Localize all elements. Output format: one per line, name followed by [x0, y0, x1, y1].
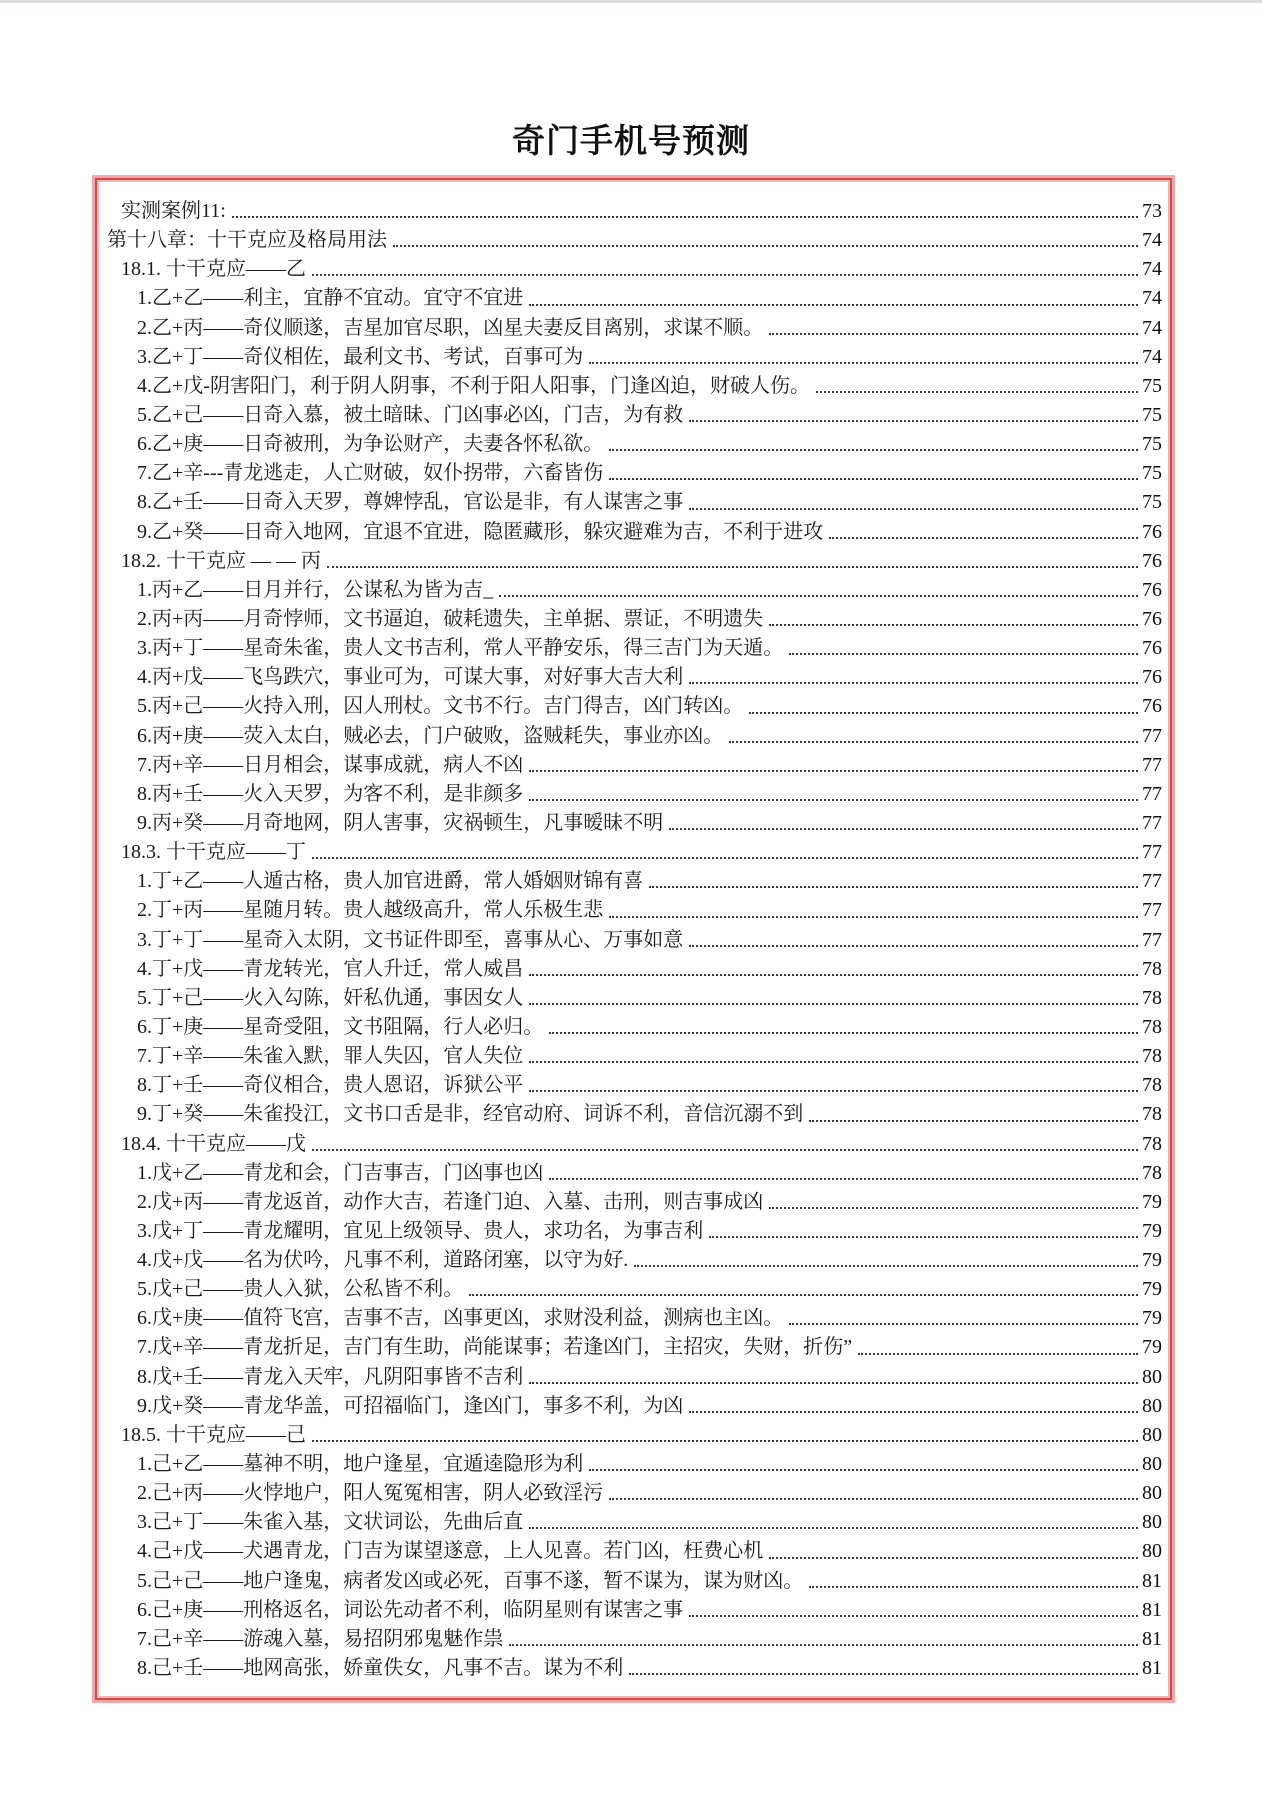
toc-entry[interactable] — [137, 398, 1162, 427]
toc-entry-text: 3.戊+丁——青龙耀明，宜见上级领导、贵人，求功名，为事吉利 — [137, 1219, 704, 1242]
toc-entry-text: 8.丙+壬——火入天罗，为客不利，是非颜多 — [137, 782, 524, 805]
toc-dot-leader — [509, 1644, 1138, 1646]
toc-entry[interactable] — [137, 893, 1162, 922]
toc-dot-leader — [529, 1382, 1138, 1384]
toc-dot-leader — [649, 886, 1138, 888]
toc-entry-text: 9.乙+癸——日奇入地网，宜退不宜进，隐匿藏形，躲灾避难为吉，不利于进攻 — [137, 520, 824, 543]
toc-entry-text: 6.戊+庚——值符飞宫，吉事不吉，凶事更凶，求财没利益，测病也主凶。 — [137, 1307, 784, 1330]
toc-entry[interactable] — [137, 719, 1162, 748]
toc-page-number: 74 — [1142, 316, 1162, 339]
toc-page-number: 74 — [1142, 258, 1162, 281]
toc-page-number: 80 — [1142, 1511, 1162, 1534]
toc-dot-leader — [809, 1120, 1138, 1122]
toc-entry[interactable] — [137, 1505, 1162, 1534]
toc-page-number: 79 — [1142, 1278, 1162, 1301]
toc-dot-leader — [589, 362, 1138, 364]
toc-dot-leader — [529, 799, 1138, 801]
toc-entry-text: 2.丁+丙——星随月转。贵人越级高升，常人乐极生悲 — [137, 899, 604, 922]
toc-page-number: 76 — [1142, 666, 1162, 689]
toc-entry-text: 5.丁+己——火入勾陈，奸私仇通，事因女人 — [137, 986, 524, 1009]
toc-page-number: 76 — [1142, 637, 1162, 660]
toc-page-number: 77 — [1142, 782, 1162, 805]
toc-entry[interactable] — [137, 1039, 1162, 1068]
toc-page-number: 79 — [1142, 1307, 1162, 1330]
toc-entry[interactable] — [137, 340, 1162, 369]
toc-entry[interactable] — [137, 369, 1162, 398]
toc-entry-text: 6.乙+庚——日奇被刑，为争讼财产，夫妻各怀私欲。 — [137, 433, 604, 456]
window-top-edge — [0, 0, 1262, 3]
toc-entry[interactable] — [137, 1156, 1162, 1185]
toc-entry-text: 6.丙+庚——荧入太白，贼必去，门户破败，盗贼耗失，事业亦凶。 — [137, 724, 724, 747]
toc-entry[interactable] — [137, 660, 1162, 689]
toc-dot-leader — [729, 741, 1138, 743]
toc-entry-text: 7.丁+辛——朱雀入默，罪人失囚，官人失位 — [137, 1045, 524, 1068]
toc-page-number: 76 — [1142, 520, 1162, 543]
toc-page-number: 76 — [1142, 549, 1162, 572]
toc-dot-leader — [312, 274, 1138, 276]
toc-entry-text: 5.戊+己——贵人入狱，公私皆不利。 — [137, 1278, 464, 1301]
toc-entry[interactable] — [137, 456, 1162, 485]
toc-page-number: 77 — [1142, 811, 1162, 834]
toc-entry[interactable] — [137, 602, 1162, 631]
toc-entry-text: 18.5. 十干克应——己 — [121, 1423, 306, 1446]
toc-entry-text: 18.1. 十干克应——乙 — [121, 258, 306, 281]
toc-entry[interactable] — [137, 427, 1162, 456]
toc-page-number: 81 — [1142, 1657, 1162, 1680]
toc-page-number: 78 — [1142, 1132, 1162, 1155]
toc-entry[interactable] — [137, 1476, 1162, 1505]
toc-page-number: 75 — [1142, 433, 1162, 456]
toc-entry[interactable] — [137, 1360, 1162, 1389]
toc-entry-text: 9.丙+癸——月奇地网，阴人害事，灾祸顿生，凡事暧昧不明 — [137, 811, 664, 834]
toc-dot-leader — [529, 1090, 1138, 1092]
toc-dot-leader — [529, 770, 1138, 772]
toc-dot-leader — [689, 1615, 1138, 1617]
toc-page-number: 80 — [1142, 1423, 1162, 1446]
toc-entry[interactable] — [121, 194, 1162, 223]
toc-page-number: 75 — [1142, 374, 1162, 397]
toc-page-number: 79 — [1142, 1336, 1162, 1359]
toc-entry-text: 3.己+丁——朱雀入基，文状词讼，先曲后直 — [137, 1511, 524, 1534]
toc-entry[interactable] — [137, 952, 1162, 981]
toc-page-number: 78 — [1142, 1161, 1162, 1184]
toc-dot-leader — [609, 449, 1138, 451]
toc-entry-text: 5.乙+己——日奇入慕，被土暗昧、门凶事必凶，门吉，为有救 — [137, 403, 684, 426]
toc-page-number: 75 — [1142, 491, 1162, 514]
toc-page-number: 74 — [1142, 287, 1162, 310]
toc-entry[interactable] — [137, 1534, 1162, 1563]
toc-entry[interactable] — [137, 1214, 1162, 1243]
toc-entry[interactable] — [137, 806, 1162, 835]
toc-dot-leader — [689, 420, 1138, 422]
toc-entry-text: 5.丙+己——火持入刑，囚人刑杖。文书不行。吉门得吉，凶门转凶。 — [137, 695, 744, 718]
toc-page-number: 77 — [1142, 724, 1162, 747]
toc-dot-leader — [549, 1032, 1138, 1034]
toc-entry[interactable] — [137, 1097, 1162, 1126]
toc-entry-text: 2.乙+丙——奇仪顺遂，吉星加官尽职，凶星夫妻反目离别，求谋不顺。 — [137, 316, 764, 339]
toc-entry-text: 7.己+辛——游魂入墓，易招阴邪鬼魅作祟 — [137, 1627, 504, 1650]
toc-entry-text: 18.4. 十干克应——戊 — [121, 1132, 306, 1155]
toc-page-number: 75 — [1142, 403, 1162, 426]
toc-dot-leader — [749, 712, 1138, 714]
toc-entry-text: 4.丙+戊——飞鸟跌穴，事业可为，可谋大事，对好事大吉大利 — [137, 666, 684, 689]
toc-entry-text: 4.己+戊——犬遇青龙，门吉为谋望遂意，上人见喜。若门凶，枉费心机 — [137, 1540, 764, 1563]
toc-entry[interactable] — [137, 281, 1162, 310]
toc-entry-text: 1.己+乙——墓神不明，地户逢星，宜遁逵隐形为利 — [137, 1453, 584, 1476]
toc-entry-text: 7.戊+辛——青龙折足，吉门有生助，尚能谋事；若逢凶门，主招灾，失财，折伤” — [137, 1336, 853, 1359]
toc-page-number: 78 — [1142, 1015, 1162, 1038]
toc-entry-text: 6.丁+庚——星奇受阻，文书阻隔，行人必归。 — [137, 1015, 544, 1038]
toc-dot-leader — [327, 566, 1138, 568]
toc-entry-text: 3.乙+丁——奇仪相佐，最利文书、考试，百事可为 — [137, 345, 584, 368]
toc-entry[interactable] — [121, 252, 1162, 281]
toc-dot-leader — [529, 1003, 1138, 1005]
toc-page-number: 79 — [1142, 1249, 1162, 1272]
toc-entry[interactable] — [137, 1272, 1162, 1301]
toc-page-number: 74 — [1142, 345, 1162, 368]
toc-dot-leader — [689, 508, 1138, 510]
toc-page-number: 81 — [1142, 1598, 1162, 1621]
toc-dot-leader — [529, 1061, 1138, 1063]
toc-dot-leader — [609, 478, 1138, 480]
toc-dot-leader — [769, 333, 1138, 335]
toc-entry[interactable] — [107, 223, 1162, 252]
toc-page-number: 80 — [1142, 1394, 1162, 1417]
toc-entry[interactable] — [137, 1651, 1162, 1680]
toc-entry-text: 2.戊+丙——青龙返首，动作大吉，若逢门迫、入墓、击刑，则吉事成凶 — [137, 1190, 764, 1213]
toc-page-number: 80 — [1142, 1365, 1162, 1388]
toc-entry[interactable] — [137, 1185, 1162, 1214]
toc-page-number: 76 — [1142, 695, 1162, 718]
toc-entry[interactable] — [137, 1010, 1162, 1039]
toc-entry[interactable] — [137, 1301, 1162, 1330]
toc-entry-text: 8.丁+壬——奇仪相合，贵人恩诏，诉狱公平 — [137, 1074, 524, 1097]
toc-dot-leader — [499, 595, 1138, 597]
toc-entry-text: 8.戊+壬——青龙入天牢，凡阴阳事皆不吉利 — [137, 1365, 524, 1388]
toc-page-number: 80 — [1142, 1540, 1162, 1563]
toc-entry-text: 实测案例11: — [121, 200, 226, 222]
toc-dot-leader — [634, 1265, 1138, 1267]
toc-dot-leader — [789, 1323, 1138, 1325]
toc-entry-text: 18.2. 十干克应 — — 丙 — [121, 549, 321, 572]
toc-entry[interactable] — [137, 689, 1162, 718]
toc-dot-leader — [769, 1557, 1138, 1559]
toc-entry-text: 9.戊+癸——青龙华盖，可招福临门，逢凶门，事多不利，为凶 — [137, 1394, 684, 1417]
toc-page-number: 76 — [1142, 607, 1162, 630]
toc-dot-leader — [858, 1353, 1138, 1355]
toc-dot-leader — [232, 216, 1138, 218]
toc-dot-leader — [829, 537, 1138, 539]
page-title: 奇门手机号预测 — [512, 124, 750, 160]
toc-entry-text: 1.乙+乙——利主，宜静不宜动。宜守不宜进 — [137, 287, 524, 310]
toc-dot-leader — [312, 1149, 1138, 1151]
toc-entry-text: 5.己+己——地户逢鬼，病者发凶或必死，百事不遂，暂不谋为，谋为财凶。 — [137, 1569, 804, 1592]
toc-page-number: 78 — [1142, 1074, 1162, 1097]
toc-entry[interactable] — [137, 1593, 1162, 1622]
toc-entry[interactable] — [137, 311, 1162, 340]
toc-entry-text: 1.丙+乙——日月并行，公谋私为皆为吉_ — [137, 578, 494, 601]
toc-entry-text: 3.丁+丁——星奇入太阴，文书证件即至，喜事从心、万事如意 — [137, 928, 684, 951]
toc-entry[interactable] — [137, 864, 1162, 893]
toc-entry-text: 2.丙+丙——月奇悖师，文书逼迫，破耗遗失，主单据、票证，不明遗失 — [137, 607, 764, 630]
toc-dot-leader — [393, 245, 1138, 247]
toc-page-number: 80 — [1142, 1482, 1162, 1505]
toc-dot-leader — [689, 1411, 1138, 1413]
toc-entry-text: 4.戊+戊——名为伏吟，凡事不利，道路闭塞，以守为好. — [137, 1249, 629, 1272]
toc-entry[interactable] — [137, 777, 1162, 806]
toc-entry[interactable] — [137, 1068, 1162, 1097]
toc-entry[interactable] — [137, 515, 1162, 544]
toc-page-number: 78 — [1142, 986, 1162, 1009]
toc-entry[interactable] — [137, 573, 1162, 602]
toc-entry[interactable] — [137, 1243, 1162, 1272]
toc-page-number: 77 — [1142, 753, 1162, 776]
toc-page-number: 77 — [1142, 928, 1162, 951]
toc-dot-leader — [312, 1440, 1138, 1442]
toc-page-number: 79 — [1142, 1190, 1162, 1213]
toc-entry-text: 6.己+庚——刑格返名，词讼先动者不利，临阴星则有谋害之事 — [137, 1598, 684, 1621]
toc-dot-leader — [312, 857, 1138, 859]
toc-entry-text: 2.己+丙——火悖地户，阳人冤冤相害，阴人必致淫污 — [137, 1482, 604, 1505]
toc-entry[interactable] — [137, 748, 1162, 777]
toc-page-number: 81 — [1142, 1569, 1162, 1592]
toc-page-number: 77 — [1142, 899, 1162, 922]
toc-dot-leader — [549, 1178, 1138, 1180]
toc-dot-leader — [529, 304, 1138, 306]
toc-dot-leader — [609, 916, 1138, 918]
toc-dot-leader — [709, 1236, 1138, 1238]
toc-entry[interactable] — [121, 544, 1162, 573]
toc-page-number: 76 — [1142, 578, 1162, 601]
toc-entry-text: 8.乙+壬——日奇入天罗，尊婢悖乱，官讼是非，有人谋害之事 — [137, 491, 684, 514]
toc-page-number: 78 — [1142, 1045, 1162, 1068]
toc-entry[interactable] — [137, 1447, 1162, 1476]
toc-page-number: 74 — [1142, 229, 1162, 252]
toc-dot-leader — [609, 1498, 1138, 1500]
toc-list — [105, 194, 1162, 1680]
toc-entry[interactable] — [137, 631, 1162, 660]
toc-entry-text: 1.戊+乙——青龙和会，门吉事吉，门凶事也凶 — [137, 1161, 544, 1184]
toc-dot-leader — [529, 1527, 1138, 1529]
toc-entry[interactable] — [137, 1622, 1162, 1651]
toc-page-number: 77 — [1142, 870, 1162, 893]
toc-entry-text: 7.乙+辛---青龙逃走，人亡财破，奴仆拐带，六畜皆伤 — [137, 462, 604, 485]
toc-page-number: 80 — [1142, 1453, 1162, 1476]
toc-dot-leader — [689, 682, 1138, 684]
toc-dot-leader — [689, 945, 1138, 947]
toc-entry[interactable] — [137, 1564, 1162, 1593]
toc-entry-text: 7.丙+辛——日月相会，谋事成就，病人不凶 — [137, 753, 524, 776]
toc-entry-text: 第十八章：十干克应及格局用法 — [107, 229, 387, 252]
toc-entry[interactable] — [137, 923, 1162, 952]
toc-entry-text: 4.丁+戊——青龙转光，官人升迁，常人威昌 — [137, 957, 524, 980]
toc-entry-text: 9.丁+癸——朱雀投江，文书口舌是非，经官动府、词诉不利，音信沉溺不到 — [137, 1103, 804, 1126]
toc-page-number: 81 — [1142, 1627, 1162, 1650]
toc-box — [95, 178, 1172, 1700]
toc-page-number: 73 — [1142, 200, 1162, 222]
toc-entry[interactable] — [137, 485, 1162, 514]
toc-dot-leader — [789, 653, 1138, 655]
toc-entry-text: 3.丙+丁——星奇朱雀，贵人文书吉利，常人平静安乐，得三吉门为天遁。 — [137, 637, 784, 660]
toc-dot-leader — [589, 1469, 1138, 1471]
toc-entry[interactable] — [137, 981, 1162, 1010]
toc-dot-leader — [809, 1586, 1138, 1588]
toc-dot-leader — [469, 1294, 1138, 1296]
toc-entry[interactable] — [137, 1389, 1162, 1418]
toc-entry[interactable] — [121, 1418, 1162, 1447]
toc-entry[interactable] — [121, 1127, 1162, 1156]
toc-dot-leader — [816, 391, 1138, 393]
toc-entry-text: 1.丁+乙——人遁古格，贵人加官进爵，常人婚姻财锦有喜 — [137, 870, 644, 893]
toc-page-number: 77 — [1142, 841, 1162, 864]
toc-dot-leader — [769, 1207, 1138, 1209]
toc-entry[interactable] — [137, 1330, 1162, 1359]
toc-dot-leader — [769, 624, 1138, 626]
toc-page-number: 78 — [1142, 957, 1162, 980]
toc-entry[interactable] — [121, 835, 1162, 864]
toc-entry-text: 18.3. 十干克应——丁 — [121, 841, 306, 864]
toc-entry-text: 8.己+壬——地网高张，娇童佚女，凡事不吉。谋为不利 — [137, 1657, 624, 1680]
toc-dot-leader — [669, 828, 1138, 830]
toc-entry-text: 4.乙+戊-阴害阳门，利于阴人阴事，不利于阳人阳事，门逢凶迫，财破人伤。 — [137, 374, 810, 397]
toc-page-number: 79 — [1142, 1219, 1162, 1242]
toc-page-number: 78 — [1142, 1103, 1162, 1126]
toc-dot-leader — [529, 974, 1138, 976]
toc-page-number: 75 — [1142, 462, 1162, 485]
toc-dot-leader — [629, 1673, 1138, 1675]
